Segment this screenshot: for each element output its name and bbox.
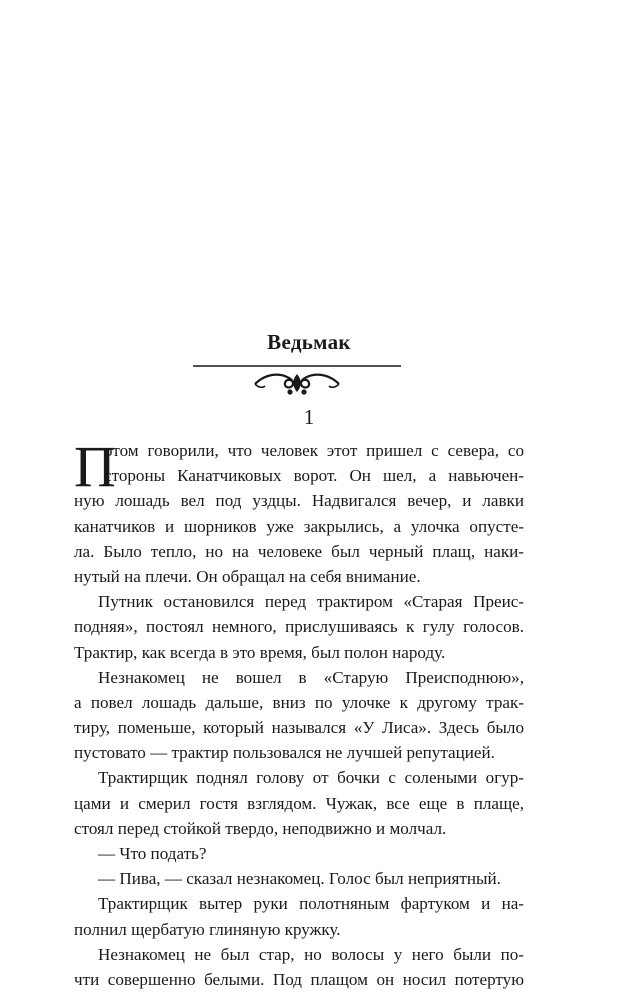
text-line: Незнакомец не был стар, но волосы у него были по- xyxy=(98,944,524,964)
text-line: цами и смерил гостя взглядом. Чужак, все еще в плаще, xyxy=(74,793,524,813)
text-line: канатчиков и шорников уже закрылись, а улочка опусте- xyxy=(74,516,524,536)
ornament-divider-icon xyxy=(193,362,401,402)
text-line: Трактир, как всегда в это время, был полон народу. xyxy=(74,642,446,662)
text-line: полнил щербатую глиняную кружку. xyxy=(74,919,341,939)
text-line: отом говорили, что человек этот пришел с севера, со xyxy=(104,441,524,460)
text-line: подняя», постоял немного, прислушиваясь к гулу голосов. xyxy=(74,617,524,637)
text-line: ную лошадь вел под уздцы. Надвигался вечер, и лавки xyxy=(74,491,524,511)
drop-cap: П xyxy=(74,434,116,499)
text-line: тиру, поменьше, который назывался «У Лиса». Здесь было xyxy=(74,718,524,738)
text-line: ла. Было тепло, но на человеке был черный плащ, наки- xyxy=(74,541,524,561)
text-line: стоял перед стойкой твердо, неподвижно и молчал. xyxy=(74,818,447,838)
text-line: Трактирщик поднял голову от бочки с солеными огур- xyxy=(98,768,524,788)
chapter-number: 1 xyxy=(303,405,315,429)
body-text xyxy=(74,434,524,992)
text-line: — Что подать? xyxy=(98,844,207,863)
chapter-title: Ведьмак xyxy=(267,330,351,354)
text-line: — Пива, — сказал незнакомец. Голос был неприятный. xyxy=(98,869,501,889)
text-line: нутый на плечи. Он обращал на себя внимание. xyxy=(74,566,421,586)
text-line: Трактирщик вытер руки полотняным фартуком и на- xyxy=(98,894,524,914)
text-line: Путник остановился перед трактиром «Старая Преис- xyxy=(98,592,524,612)
text-line: пустовато — трактир пользовался не лучшей репутацией. xyxy=(74,743,495,763)
text-line: чти совершенно белыми. Под плащом он носил потертую xyxy=(74,969,524,989)
text-line: стороны Канатчиковых ворот. Он шел, а навьючен- xyxy=(104,466,524,486)
text-line: Незнакомец не вошел в «Старую Преисподнюю», xyxy=(98,667,524,687)
text-line: а повел лошадь дальше, вниз по улочке к другому трак- xyxy=(74,692,524,712)
